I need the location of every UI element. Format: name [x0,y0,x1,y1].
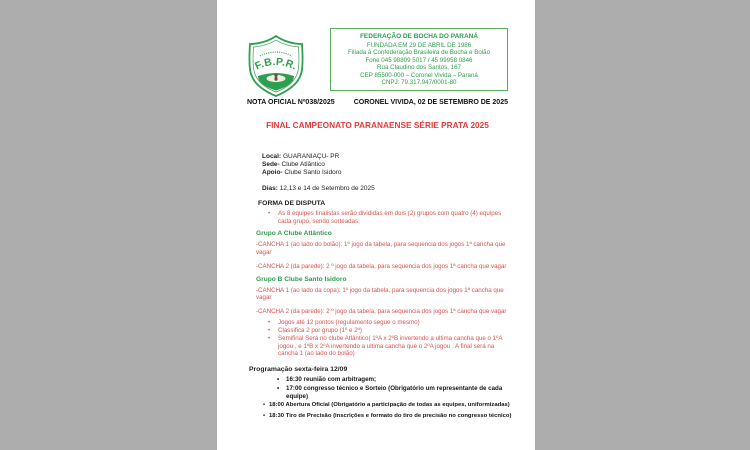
bullet-item: • As 8 equipes finalistas serão divididas em dois (2) grupos com quatro (4) equipes cada grupo, sendo sorteadas; [268,210,508,225]
org-phone-line: Fone 045 98809 5017 / 45 99958 0846 [365,56,473,64]
dias-label: Dias: [262,185,278,192]
bullet-item: • 16:30 reunião com arbitragem; [277,376,508,384]
forma-de-disputa-heading: FORMA DE DISPUTA [258,200,326,207]
sede-value: Clube Atlântico [279,161,325,168]
bullet-item: • 18:00 Abertura Oficial (Obrigatório a participação de todas as equipes, uniformizadas) [263,402,508,410]
dias-line [262,185,508,193]
grupo-a-cancha-1: -CANCHA 1 (ao lado do bolão): 1º jogo da tabela, para sequencia dos jogos 1ª cancha que vagar [256,241,506,257]
local-label: Local: [262,153,282,160]
event-info-block [262,153,508,193]
org-cnpj-line: CNPJ: 79.317.947/0001-80 [381,79,457,86]
crest-player-body [275,77,278,81]
bullet-item: • Jogos até 12 pontos (regulamento segue o mesmo) [268,319,508,327]
rules-bullet-list [268,319,508,359]
local-value: GUARANIAÇU- PR [281,153,340,160]
crest-acronym: F.B.P.R. [253,55,300,73]
program-inner-list [277,376,508,400]
nota-oficial-row [247,99,508,106]
org-founded-line: FUNDADA EM 29 DE ABRIL DE 1986 [366,41,472,49]
bullet-item: • Semifinal Será no clube Atlântico( 1ºA x 2ºB invertendo a ultima cancha que o 1ºA jogou , e 1ºB x 2ºA invertendo a ultima cancha que o 2ºA jogou . A final será na cancha 1 (ao lado do bolão) [268,335,508,358]
sede-label: Sede- [262,161,280,168]
federation-name: FEDERAÇÃO DE BOCHA DO PARANÁ [359,33,479,40]
apoio-value: Clube Santo Isidoro [282,169,342,176]
grupo-b-cancha-1: -CANCHA 1 (ao lado da copa): 1º jogo da tabela, para sequencia dos jogos 1ª cancha que vagar [256,286,504,302]
local-line [262,153,508,161]
grupo-a-heading: Grupo A Clube Atlântico [256,230,332,238]
forma-bullet-list [268,210,508,225]
bullet-item: • Classifica 2 por grupo (1º e 2º) [268,327,508,335]
document-title: FINAL CAMPEONATO PARANAENSE SÉRIE PRATA 2025 [266,120,489,130]
apoio-label: Apoio- [262,169,283,176]
nota-number: NOTA OFICIAL Nº038/2025 [247,99,335,106]
federation-crest-logo [247,35,305,97]
program-heading: Programação sexta-feira 12/09 [249,366,348,374]
bullet-item: • 17:00 congresso técnico e Sorteio (Obrigatório um representante de cada equipe) [277,385,508,400]
org-affiliation-line: Filiada à Confederação Brasileira de Bocha e Bolão [347,49,491,56]
grupo-b-cancha-2: -CANCHA 2 (da parede): 2 º jogo da tabela, para sequencia dos jogos 1ª cancha que vagar [256,307,507,315]
document-header [247,28,508,97]
federation-info-box [330,28,508,91]
sede-line [262,161,508,169]
document-page [217,0,535,450]
program-outer-list [263,402,512,420]
org-cep-line: CEP 85500-000 – Coronel Vivida – Paraná [360,71,478,79]
dias-value: 12,13 e 14 de Setembro de 2025 [277,185,375,192]
nota-place-date: CORONEL VIVIDA, 02 DE SETEMBRO DE 2025 [353,99,508,106]
bullet-item: • 18:30 Tiro de Precisão (inscrições e formato do tiro de precisão no congresso técnico) [263,413,508,421]
crest-player-head [274,74,277,77]
grupo-b-heading: Grupo B Clube Santo Isidoro [256,275,347,283]
apoio-line [262,169,508,177]
grupo-a-cancha-2: -CANCHA 2 (da parede): 2 º jogo da tabela, para sequencia dos jogos 1ª cancha que vagar [256,262,507,270]
org-street-line: Rua Claudino dos Santos, 167 [377,64,461,71]
